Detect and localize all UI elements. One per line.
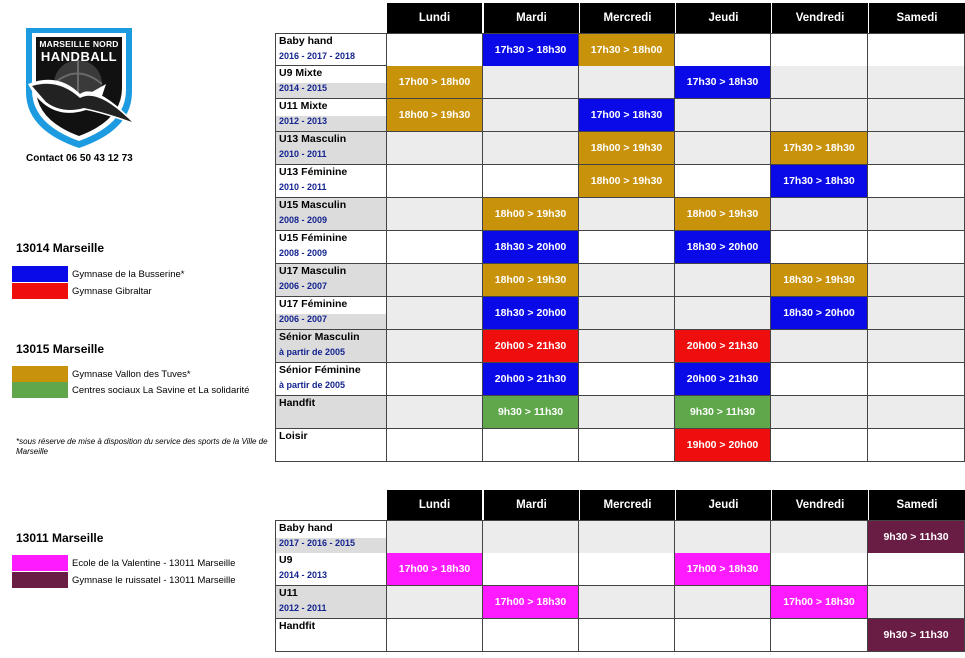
legend-swatch-red (12, 283, 68, 299)
slot-vendredi (771, 34, 868, 66)
schedule-row (275, 396, 965, 429)
day-header-mardi: Mardi (484, 490, 579, 520)
slot-jeudi (675, 34, 771, 66)
time-slot-vendredi: 18h30 > 20h00 (771, 297, 868, 329)
time-slot-jeudi: 20h00 > 21h30 (675, 363, 771, 395)
category-name: Handfit (279, 397, 316, 409)
category-name: Sénior Féminine (279, 364, 361, 376)
time-slot-jeudi: 18h00 > 19h30 (675, 198, 771, 230)
slot-lundi (387, 198, 483, 230)
slot-lundi (387, 521, 483, 553)
slot-mercredi (579, 586, 675, 618)
time-slot-jeudi: 17h30 > 18h30 (675, 66, 771, 98)
legend-item (12, 572, 236, 588)
category-years: 2006 - 2007 (279, 314, 328, 324)
slot-samedi (868, 363, 965, 395)
slot-jeudi (675, 165, 771, 197)
slot-jeudi (675, 586, 771, 618)
schedule-row (275, 586, 965, 619)
time-slot-lundi: 17h00 > 18h00 (387, 66, 483, 98)
category-cell (275, 34, 387, 66)
slot-lundi (387, 586, 483, 618)
legend-item (12, 283, 152, 299)
slot-vendredi (771, 521, 868, 553)
legend-swatch-plum (12, 572, 68, 588)
time-slot-jeudi: 17h00 > 18h30 (675, 553, 771, 585)
slot-vendredi (771, 553, 868, 585)
slot-vendredi (771, 99, 868, 131)
category-name: U9 (279, 554, 293, 566)
time-slot-mercredi: 17h00 > 18h30 (579, 99, 675, 131)
slot-samedi (868, 132, 965, 164)
slot-vendredi (771, 396, 868, 428)
legend-swatch-green (12, 382, 68, 398)
category-name: U9 Mixte (279, 67, 323, 79)
category-years: 2014 - 2015 (279, 83, 328, 93)
slot-mardi (483, 99, 579, 131)
schedule-row (275, 553, 965, 586)
day-header-mardi: Mardi (484, 3, 579, 33)
slot-samedi (868, 553, 965, 585)
time-slot-samedi: 9h30 > 11h30 (868, 521, 965, 553)
category-name: Handfit (279, 620, 316, 632)
slot-jeudi (675, 521, 771, 553)
schedule-row (275, 165, 965, 198)
category-cell (275, 231, 387, 263)
slot-vendredi (771, 66, 868, 98)
slot-lundi (387, 132, 483, 164)
slot-jeudi (675, 297, 771, 329)
day-header-vendredi: Vendredi (772, 3, 868, 33)
category-cell (275, 66, 387, 98)
slot-vendredi (771, 198, 868, 230)
slot-vendredi (771, 363, 868, 395)
time-slot-mardi: 17h00 > 18h30 (483, 586, 579, 618)
slot-samedi (868, 66, 965, 98)
category-name: U17 Masculin (279, 265, 347, 277)
time-slot-mardi: 18h30 > 20h00 (483, 297, 579, 329)
slot-vendredi (771, 429, 868, 461)
time-slot-mardi: 18h00 > 19h30 (483, 198, 579, 230)
slot-jeudi (675, 619, 771, 651)
time-slot-samedi: 9h30 > 11h30 (868, 619, 965, 651)
category-years: 2016 - 2017 - 2018 (279, 51, 356, 61)
schedule-row (275, 619, 965, 652)
day-header-lundi: Lundi (387, 3, 482, 33)
category-name: U13 Féminine (279, 166, 348, 178)
slot-vendredi (771, 619, 868, 651)
slot-samedi (868, 396, 965, 428)
slot-lundi (387, 231, 483, 263)
slot-lundi (387, 619, 483, 651)
schedule-row (275, 99, 965, 132)
category-years: 2012 - 2011 (279, 603, 327, 613)
category-years: 2008 - 2009 (279, 215, 328, 225)
time-slot-jeudi: 19h00 > 20h00 (675, 429, 771, 461)
slot-mardi (483, 132, 579, 164)
category-name: Baby hand (279, 522, 333, 534)
time-slot-jeudi: 18h30 > 20h00 (675, 231, 771, 263)
category-years: 2014 - 2013 (279, 570, 328, 580)
legend-label: Gymnase Gibraltar (72, 285, 152, 297)
legend-label: Gymnase le ruissatel - 13011 Marseille (72, 574, 236, 586)
schedule-row (275, 297, 965, 330)
day-header-row (387, 3, 965, 33)
day-header-jeudi: Jeudi (676, 3, 771, 33)
day-header-samedi: Samedi (869, 3, 965, 33)
category-cell (275, 297, 387, 329)
time-slot-lundi: 17h00 > 18h30 (387, 553, 483, 585)
availability-note: *sous réserve de mise à disposition du service des sports de la Ville de Marseille (16, 437, 268, 456)
category-cell (275, 264, 387, 296)
slot-mercredi (579, 429, 675, 461)
slot-lundi (387, 297, 483, 329)
slot-mercredi (579, 330, 675, 362)
logo-text-line2: HANDBALL (40, 49, 118, 64)
slot-mardi (483, 66, 579, 98)
category-name: U11 Mixte (279, 100, 328, 112)
slot-samedi (868, 198, 965, 230)
slot-samedi (868, 34, 965, 66)
schedule-row (275, 363, 965, 396)
day-header-vendredi: Vendredi (772, 490, 868, 520)
day-header-mercredi: Mercredi (580, 3, 675, 33)
legend-swatch-magenta (12, 555, 68, 571)
category-years: 2010 - 2011 (279, 149, 327, 159)
schedule-row (275, 231, 965, 264)
time-slot-mardi: 9h30 > 11h30 (483, 396, 579, 428)
category-years: 2010 - 2011 (279, 182, 327, 192)
slot-mercredi (579, 396, 675, 428)
legend-swatch-blue (12, 266, 68, 282)
category-name: U15 Masculin (279, 199, 347, 211)
legend-label: Gymnase de la Busserine* (72, 268, 185, 280)
time-slot-mardi: 17h30 > 18h30 (483, 34, 579, 66)
category-cell (275, 521, 387, 553)
legend-label: Centres sociaux La Savine et La solidarité (72, 384, 250, 396)
category-years: à partir de 2005 (279, 380, 346, 390)
slot-mardi (483, 429, 579, 461)
slot-samedi (868, 165, 965, 197)
slot-mardi (483, 521, 579, 553)
day-header-row (387, 490, 965, 520)
slot-jeudi (675, 264, 771, 296)
schedule-row (275, 330, 965, 363)
slot-jeudi (675, 132, 771, 164)
slot-lundi (387, 363, 483, 395)
slot-samedi (868, 99, 965, 131)
category-cell (275, 198, 387, 230)
slot-mercredi (579, 66, 675, 98)
day-header-lundi: Lundi (387, 490, 482, 520)
slot-mercredi (579, 363, 675, 395)
schedule-row (275, 264, 965, 297)
time-slot-jeudi: 20h00 > 21h30 (675, 330, 771, 362)
slot-mercredi (579, 553, 675, 585)
category-name: Loisir (279, 430, 308, 442)
category-name: Baby hand (279, 35, 333, 47)
slot-jeudi (675, 99, 771, 131)
category-cell (275, 396, 387, 428)
slot-samedi (868, 429, 965, 461)
slot-vendredi (771, 231, 868, 263)
schedule-row (275, 132, 965, 165)
legend-item (12, 366, 191, 382)
legend-city-13015: 13015 Marseille (16, 342, 105, 356)
time-slot-vendredi: 17h00 > 18h30 (771, 586, 868, 618)
schedule-row (275, 429, 965, 462)
time-slot-jeudi: 9h30 > 11h30 (675, 396, 771, 428)
category-years: 2006 - 2007 (279, 281, 328, 291)
schedule-row (275, 520, 965, 553)
legend-city-13014: 13014 Marseille (16, 241, 105, 255)
time-slot-mercredi: 17h30 > 18h00 (579, 34, 675, 66)
category-cell (275, 132, 387, 164)
day-header-jeudi: Jeudi (676, 490, 771, 520)
legend-label: Ecole de la Valentine - 13011 Marseille (72, 557, 236, 569)
legend-item (12, 555, 235, 571)
schedule-row (275, 198, 965, 231)
schedule-row (275, 66, 965, 99)
slot-mercredi (579, 521, 675, 553)
slot-mardi (483, 553, 579, 585)
category-cell (275, 165, 387, 197)
time-slot-mardi: 18h00 > 19h30 (483, 264, 579, 296)
time-slot-mardi: 20h00 > 21h30 (483, 330, 579, 362)
category-name: U15 Féminine (279, 232, 348, 244)
category-years: 2012 - 2013 (279, 116, 328, 126)
slot-mardi (483, 619, 579, 651)
slot-samedi (868, 297, 965, 329)
category-cell (275, 330, 387, 362)
slot-lundi (387, 264, 483, 296)
time-slot-lundi: 18h00 > 19h30 (387, 99, 483, 131)
slot-mercredi (579, 619, 675, 651)
slot-samedi (868, 330, 965, 362)
category-cell (275, 553, 387, 585)
category-name: Sénior Masculin (279, 331, 360, 343)
slot-mercredi (579, 297, 675, 329)
slot-samedi (868, 586, 965, 618)
category-cell (275, 363, 387, 395)
slot-lundi (387, 429, 483, 461)
legend-item (12, 266, 184, 282)
slot-lundi (387, 396, 483, 428)
schedule-row (275, 33, 965, 66)
time-slot-vendredi: 18h30 > 19h30 (771, 264, 868, 296)
slot-samedi (868, 231, 965, 263)
time-slot-vendredi: 17h30 > 18h30 (771, 165, 868, 197)
legend-item (12, 382, 249, 398)
category-name: U11 (279, 587, 298, 599)
legend-label: Gymnase Vallon des Tuves* (72, 368, 191, 380)
slot-vendredi (771, 330, 868, 362)
day-header-samedi: Samedi (869, 490, 965, 520)
category-years: 2017 - 2016 - 2015 (279, 538, 356, 548)
slot-mercredi (579, 264, 675, 296)
category-years: à partir de 2005 (279, 347, 346, 357)
logo-text-line1: MARSEILLE NORD (39, 39, 119, 49)
time-slot-mardi: 20h00 > 21h30 (483, 363, 579, 395)
category-cell (275, 619, 387, 651)
contact-phone: Contact 06 50 43 12 73 (26, 153, 133, 164)
slot-lundi (387, 34, 483, 66)
legend-city-13011: 13011 Marseille (16, 531, 104, 545)
category-name: U17 Féminine (279, 298, 348, 310)
time-slot-mercredi: 18h00 > 19h30 (579, 165, 675, 197)
slot-mercredi (579, 198, 675, 230)
slot-lundi (387, 330, 483, 362)
category-years: 2008 - 2009 (279, 248, 328, 258)
slot-mercredi (579, 231, 675, 263)
category-cell (275, 429, 387, 461)
time-slot-mercredi: 18h00 > 19h30 (579, 132, 675, 164)
day-header-mercredi: Mercredi (580, 490, 675, 520)
slot-lundi (387, 165, 483, 197)
slot-mardi (483, 165, 579, 197)
club-logo (22, 22, 140, 150)
slot-samedi (868, 264, 965, 296)
category-cell (275, 99, 387, 131)
legend-swatch-gold (12, 366, 68, 382)
time-slot-vendredi: 17h30 > 18h30 (771, 132, 868, 164)
category-cell (275, 586, 387, 618)
category-name: U13 Masculin (279, 133, 347, 145)
time-slot-mardi: 18h30 > 20h00 (483, 231, 579, 263)
